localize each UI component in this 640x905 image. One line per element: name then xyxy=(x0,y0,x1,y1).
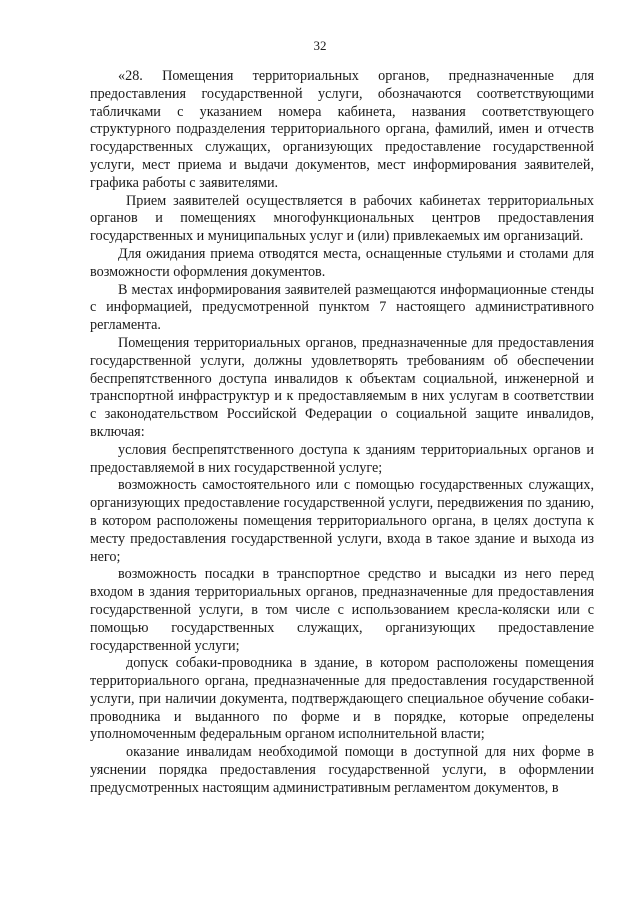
paragraph-transport-boarding: возможность посадки в транспортное средство и высадки из него перед входом в здания территориальных органов, предназначенные для предоставления государственной услуги, в том числе с использованием кресла-коляски или с помощью государственных служащих, организующих предоставление государственной услуги; xyxy=(90,566,594,654)
paragraph-reception: Прием заявителей осуществляется в рабочих кабинетах территориальных органов и помещениях многофункциональных центров предоставления государственных и муниципальных услуг и (или) привлекаемых им организаций. xyxy=(90,192,594,245)
paragraph-guide-dog: допуск собаки-проводника в здание, в котором расположены помещения территориального органа, предназначенные для предоставления государственной услуги, при наличии документа, подтверждающего специальное обучение собаки-проводника и выданного по форме и в порядке, которые определены уполномоченным федеральным органом исполнительной власти; xyxy=(90,655,594,743)
paragraph-info-stands: В местах информирования заявителей размещаются информационные стенды с информацией, предусмотренной пунктом 7 настоящего административного регламента. xyxy=(90,281,594,334)
paragraph-waiting-places: Для ожидания приема отводятся места, оснащенные стульями и столами для возможности оформления документов. xyxy=(90,245,594,280)
paragraph-item-28: «28. Помещения территориальных органов, предназначенные для предоставления государственной услуги, обозначаются соответствующими табличками с указанием номера кабинета, названия соответствующего структурного подразделения территориального органа, фамилий, имен и отчеств государственных служащих, организующих предоставление государственной услуги, мест приема и выдачи документов, мест информирования заявителей, графика работы с заявителями. xyxy=(90,68,594,191)
paragraph-accessibility: Помещения территориальных органов, предназначенные для предоставления государственной услуги, должны удовлетворять требованиям об обеспечении беспрепятственного доступа инвалидов к объектам социальной, инженерной и транспортной инфраструктур и к предоставляемым в них услугам в соответствии с законодательством Российской Федерации о социальной защите инвалидов, включая: xyxy=(90,334,594,440)
document-body xyxy=(90,68,594,798)
paragraph-access-conditions: условия беспрепятственного доступа к зданиям территориальных органов и предоставляемой в них государственной услуге; xyxy=(90,441,594,476)
page-number: 32 xyxy=(313,38,327,53)
paragraph-movement: возможность самостоятельного или с помощью государственных служащих, организующих предоставление государственной услуги, передвижения по зданию, в котором расположены помещения территориального органа, в целях доступа к месту предоставления государственной услуги, входа в такое здание и выхода из него; xyxy=(90,477,594,565)
paragraph-assistance: оказание инвалидам необходимой помощи в доступной для них форме в уяснении порядка предоставления государственной услуги, в оформлении предусмотренных настоящим административным регламентом документов, в xyxy=(90,744,594,796)
